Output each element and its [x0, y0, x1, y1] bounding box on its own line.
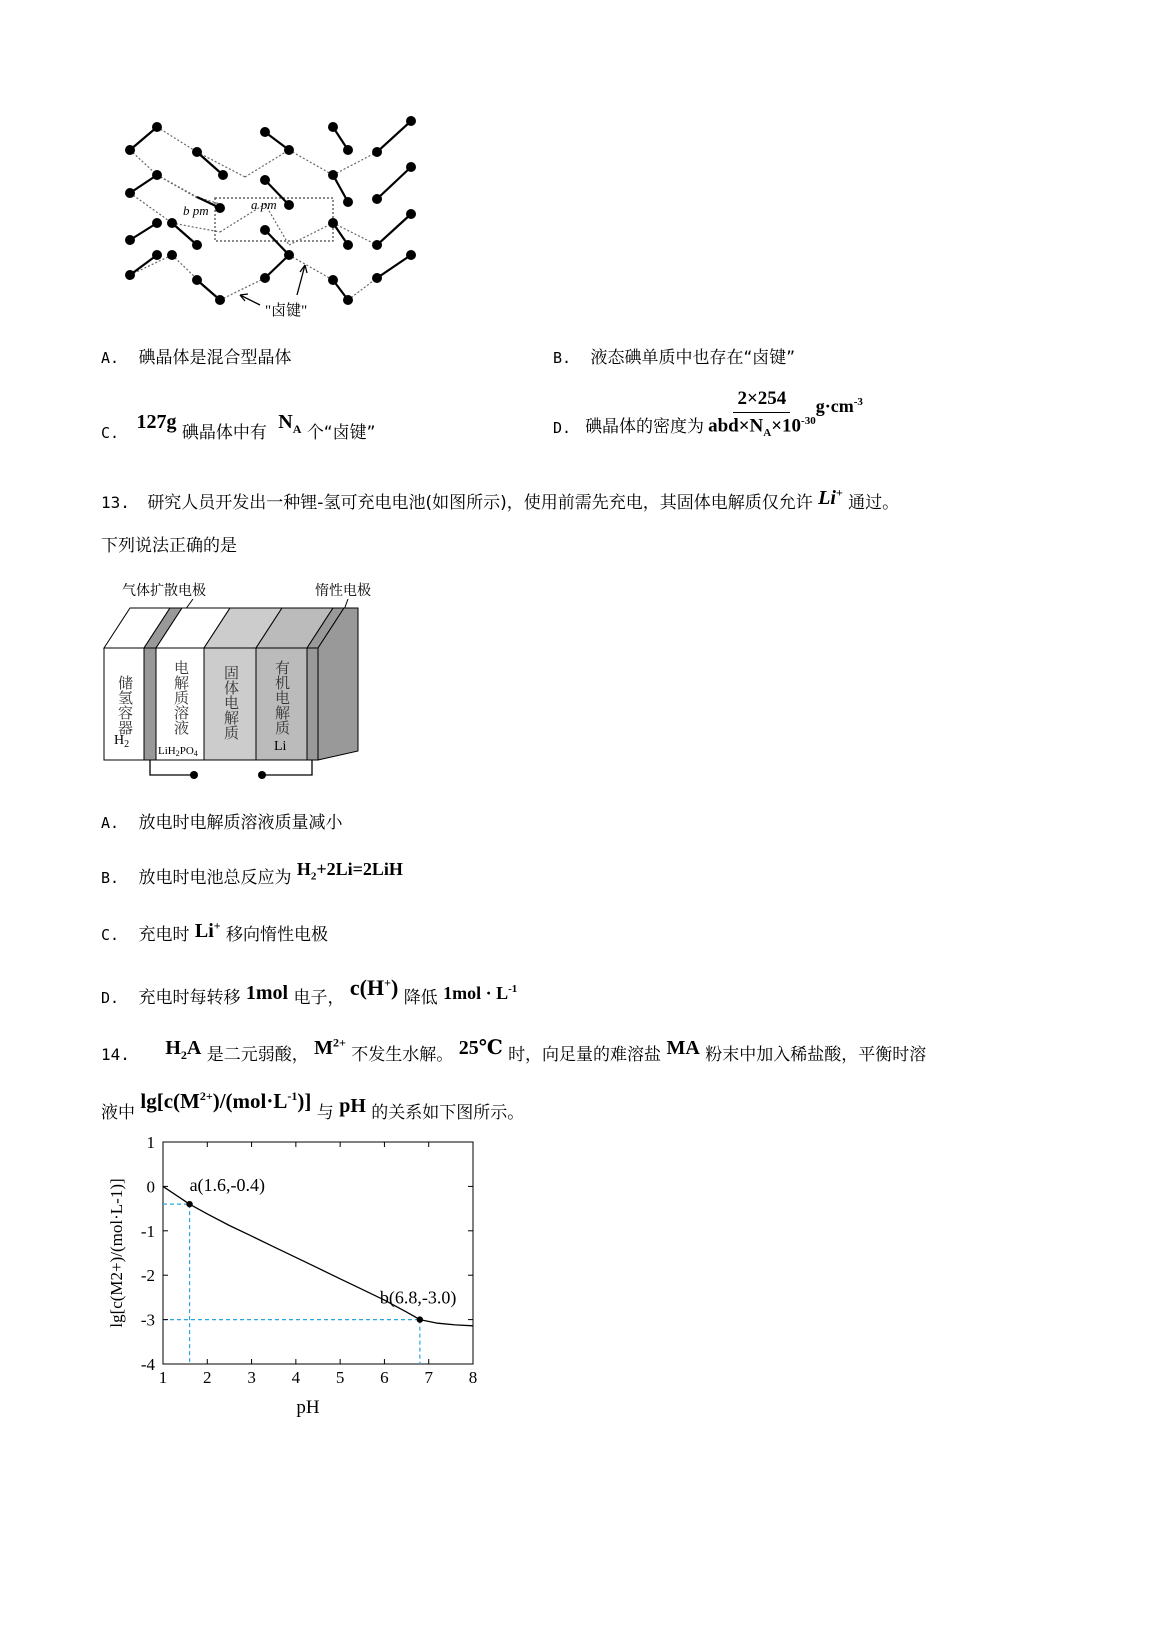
option-letter: A.: [101, 349, 120, 367]
option-text: 液态碘单质中也存在“卤键”: [590, 348, 796, 368]
terminal-right: [258, 771, 266, 779]
stem-text: 时，向足量的难溶盐: [508, 1045, 662, 1065]
y-tick-label: -3: [140, 1310, 155, 1330]
y-tick-label: -4: [140, 1355, 155, 1374]
x-tick-label: 1: [158, 1368, 168, 1387]
stem-text-tail: 通过。: [848, 493, 900, 513]
option-text: 充电时: [138, 925, 190, 945]
front-gas-electrode: [144, 648, 156, 760]
q13-option-b[interactable]: [101, 859, 403, 891]
x-tick-label: 8: [468, 1368, 478, 1387]
y-tick-label: 0: [146, 1177, 155, 1197]
stem-text: 研究人员开发出一种锂-氢可充电电池(如图所示)，使用前需先充电，其固体电解质仅允许: [147, 493, 813, 513]
solid-electrolyte-label: 固体电解质: [222, 665, 238, 740]
annotation-label: a(1.6,-0.4): [189, 1175, 266, 1196]
option-letter: B.: [553, 349, 572, 367]
organic-electrolyte-label: 有机电解质: [273, 660, 289, 735]
organic-formula: Li: [274, 739, 287, 754]
density-unit: $g\cdot cm^{-3}$: [815, 396, 863, 417]
question-number: 13.: [101, 493, 130, 512]
x-tick-label: 3: [247, 1368, 256, 1387]
question-number: 14.: [101, 1045, 130, 1064]
option-text-tail: 个“卤键”: [306, 423, 376, 443]
inert-electrode-label: 惰性电极: [315, 584, 371, 599]
q13-option-c[interactable]: [101, 920, 328, 946]
x-axis-label: pH: [296, 1397, 320, 1418]
concentration-value: $1mol \cdot L^{-1}$: [443, 983, 518, 1003]
y-tick-label: 1: [146, 1133, 155, 1152]
stem-text: 粉末中加入稀盐酸，平衡时溶: [705, 1045, 927, 1065]
stem-text: 液中: [101, 1103, 135, 1123]
q14-stem-line1: [101, 1035, 927, 1069]
option-text: 放电时电池总反应为: [138, 868, 292, 888]
mol-amount: 1mol: [245, 982, 289, 1004]
solution-formula: LiH2PO4: [158, 745, 198, 758]
option-text: 碘晶体中有: [181, 423, 267, 443]
ph-symbol: pH: [339, 1095, 366, 1117]
stem-text: 不发生水解。: [351, 1045, 454, 1065]
density-fraction: $\frac{2\times 254}{abd\times N_A\times 10^{-30}}$: [708, 388, 816, 440]
q12-option-a[interactable]: [101, 343, 291, 368]
salt-formula: MA: [666, 1037, 700, 1059]
q12-option-c[interactable]: [101, 411, 376, 447]
q13-stem-line2: 下列说法正确的是: [101, 536, 237, 556]
x-tick-label: 2: [203, 1368, 212, 1387]
option-letter: B.: [101, 869, 120, 887]
q14-stem-line2: [101, 1089, 525, 1124]
terminal-left: [190, 771, 198, 779]
option-text: 充电时每转移: [138, 988, 241, 1008]
stem-text: 是二元弱酸，: [206, 1045, 309, 1065]
storage-formula: $H_2$: [114, 733, 130, 750]
lithium-ion: Li+: [818, 485, 843, 509]
y-tick-label: -1: [140, 1221, 155, 1241]
option-letter: C.: [101, 424, 120, 442]
mass-formula: 127g: [136, 411, 177, 433]
x-tick-label: 4: [291, 1368, 301, 1387]
storage-label: 储氢容器: [116, 675, 132, 735]
stem-text: 的关系如下图所示。: [371, 1103, 525, 1123]
front-inert: [307, 648, 318, 760]
option-text: 碘晶体的密度为: [585, 417, 705, 438]
annotation-point: [186, 1201, 192, 1207]
option-letter: A.: [101, 814, 120, 832]
q12-option-d[interactable]: [553, 388, 863, 439]
metal-ion: $M^{2+}$: [314, 1035, 346, 1059]
iodine-crystal-figure: [115, 105, 435, 330]
option-text: 碘晶体是混合型晶体: [138, 348, 292, 368]
option-letter: D.: [101, 989, 120, 1007]
option-text-tail: 移向惰性电极: [226, 925, 329, 945]
q12-option-b[interactable]: [553, 343, 795, 368]
label-b-pm: b pm: [183, 203, 209, 218]
x-tick-label: 5: [335, 1368, 345, 1387]
hydrogen-ion-concentration: c(H+): [349, 975, 399, 1000]
avogadro-symbol: $N_A$: [278, 411, 302, 436]
q13-stem-line1: [101, 485, 900, 514]
annotation-points: [186, 1175, 456, 1323]
battery-figure: [100, 578, 400, 818]
y-axis-label: lg[c(M2+)/(mol·L-1)]: [107, 1178, 126, 1328]
option-text: 放电时电解质溶液质量减小: [138, 813, 343, 833]
gas-electrode-label: 气体扩散电极: [122, 584, 206, 599]
q13-option-a[interactable]: [101, 808, 342, 833]
solution-label: 电解质溶液: [172, 660, 188, 735]
y-axis-ticks: [141, 1133, 473, 1374]
external-circuit: [150, 760, 312, 775]
option-text-post: 降低: [403, 988, 438, 1008]
halogen-bond-label: "卤键": [265, 303, 308, 319]
option-letter: C.: [101, 926, 120, 944]
annotation-point: [417, 1316, 423, 1322]
stem-text: 与: [316, 1103, 334, 1123]
x-tick-label: 7: [424, 1368, 433, 1387]
q13-option-d[interactable]: [101, 975, 518, 1009]
reaction-equation: $H_2+2Li=2LiH$: [296, 859, 403, 883]
label-a-pm: a pm: [251, 197, 277, 212]
annotation-label: b(6.8,-3.0): [379, 1287, 457, 1308]
option-text-mid: 电子，: [293, 988, 345, 1008]
x-tick-label: 6: [380, 1368, 389, 1387]
temperature: 25℃: [458, 1037, 503, 1059]
log-concentration-expression: $\lg[c(M^{2+})/(mol\cdot L^{-1})]$: [140, 1089, 312, 1113]
option-letter: D.: [553, 419, 572, 438]
acid-formula: $H_2A$: [165, 1037, 202, 1062]
lithium-ion: Li+: [194, 918, 221, 942]
ph-chart: [100, 1130, 500, 1430]
reference-lines: [163, 1204, 420, 1364]
y-tick-label: -2: [140, 1266, 155, 1286]
